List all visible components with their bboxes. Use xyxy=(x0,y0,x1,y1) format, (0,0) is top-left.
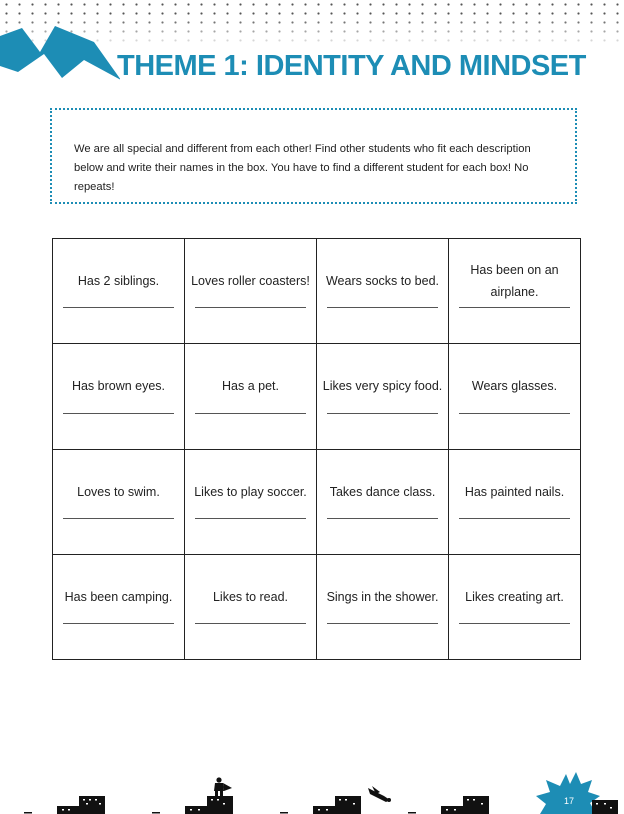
cell-description: Has painted nails. xyxy=(464,484,565,499)
cell-description: Has been camping. xyxy=(64,589,173,604)
grid-cell xyxy=(53,239,185,344)
name-write-line[interactable] xyxy=(327,413,438,414)
grid-cell xyxy=(53,344,185,449)
name-write-line[interactable] xyxy=(195,307,306,308)
cell-description: Has a pet. xyxy=(222,379,279,394)
name-write-line[interactable] xyxy=(63,623,174,624)
cell-description: Has been on an airplane. xyxy=(470,263,559,299)
grid-cell xyxy=(185,449,317,554)
grid-cell xyxy=(449,239,581,344)
footer-city-skyline xyxy=(0,770,624,814)
cell-description: Loves to swim. xyxy=(77,484,160,499)
grid-cell xyxy=(317,239,449,344)
name-write-line[interactable] xyxy=(459,413,570,414)
grid-cell xyxy=(317,554,449,659)
grid-cell xyxy=(53,554,185,659)
grid-cell xyxy=(185,554,317,659)
cell-description: Has 2 siblings. xyxy=(77,274,160,288)
building-icon xyxy=(441,796,489,814)
cell-description: Takes dance class. xyxy=(329,484,436,499)
find-someone-who-grid xyxy=(52,238,581,660)
cell-description: Likes to play soccer. xyxy=(194,484,307,499)
cell-description: Loves roller coasters! xyxy=(191,274,310,288)
cell-description: Has brown eyes. xyxy=(71,379,166,394)
building-icon xyxy=(57,796,105,814)
name-write-line[interactable] xyxy=(327,518,438,519)
grid-row xyxy=(53,344,581,449)
lightning-bolt-icon xyxy=(0,20,120,82)
name-write-line[interactable] xyxy=(327,623,438,624)
cell-description: Likes very spicy food. xyxy=(322,379,443,394)
page-title: THEME 1: IDENTITY AND MINDSET xyxy=(117,50,586,82)
grid-cell xyxy=(449,554,581,659)
name-write-line[interactable] xyxy=(195,623,306,624)
grid-row xyxy=(53,554,581,659)
name-write-line[interactable] xyxy=(195,413,306,414)
grid-cell xyxy=(53,449,185,554)
grid-cell xyxy=(185,344,317,449)
building-icon xyxy=(592,800,618,814)
grid-row xyxy=(53,239,581,344)
grid-cell xyxy=(317,344,449,449)
name-write-line[interactable] xyxy=(195,518,306,519)
building-icon xyxy=(185,796,233,814)
cell-description: Likes to read. xyxy=(212,589,289,604)
grid-cell xyxy=(185,239,317,344)
starburst-badge-icon xyxy=(536,772,600,814)
name-write-line[interactable] xyxy=(459,518,570,519)
grid-row xyxy=(53,449,581,554)
superhero-standing-icon xyxy=(214,777,232,796)
name-write-line[interactable] xyxy=(327,307,438,308)
page-number: 17 xyxy=(564,796,575,806)
name-write-line[interactable] xyxy=(63,413,174,414)
building-icon xyxy=(313,796,361,814)
grid-cell xyxy=(449,449,581,554)
name-write-line[interactable] xyxy=(63,307,174,308)
name-write-line[interactable] xyxy=(459,623,570,624)
cell-description: Sings in the shower. xyxy=(326,589,439,604)
instructions-box xyxy=(50,108,577,204)
grid-cell xyxy=(317,449,449,554)
cell-description: Wears glasses. xyxy=(471,379,558,394)
cell-description: Wears socks to bed. xyxy=(325,274,439,288)
instructions-text: We are all special and different from each other! Find other students who fit each description below and write their names in the box. You have to find a different student for each box! No repeats! xyxy=(74,143,531,193)
superhero-flying-icon xyxy=(368,786,391,802)
cell-description: Likes creating art. xyxy=(465,589,564,604)
grid-cell xyxy=(449,344,581,449)
name-write-line[interactable] xyxy=(63,518,174,519)
name-write-line[interactable] xyxy=(459,307,570,308)
